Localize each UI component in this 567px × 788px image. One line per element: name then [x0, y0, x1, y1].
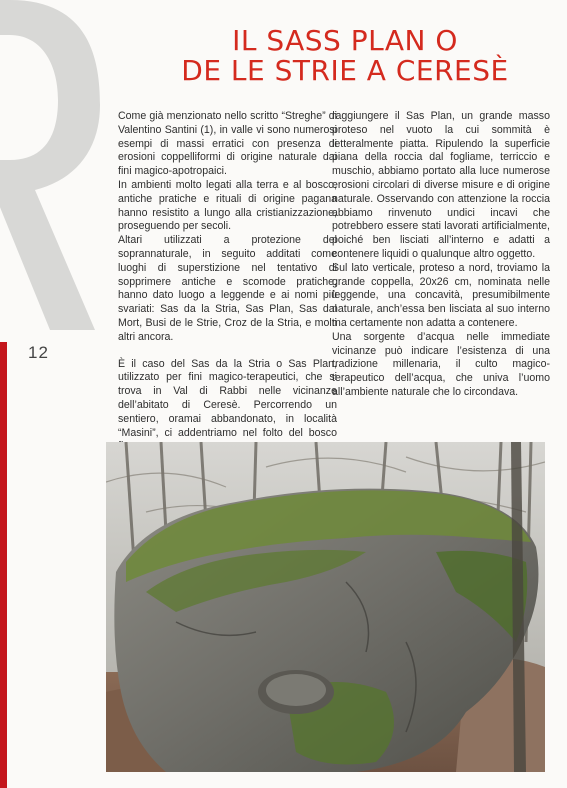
red-margin-rule: [0, 342, 7, 788]
paragraph: Sul lato verticale, proteso a nord, troviamo la grande coppella, 20x26 cm, nominata nelle leggende, una concavità, presumibilmente naturale, anch’essa ben lisciata al suo interno ma certamente non adatta a contenere.: [332, 261, 550, 329]
boulder-photo-illustration: [106, 442, 545, 772]
paragraph: Altari utilizzati a protezione del soprannaturale, in seguito additati come luoghi di superstizione nel tentativo di sopprimere antiche e scomode pratiche, hanno dato luogo a leggende e ai nomi più svariati: Sas da la Stria, Sas Plan, Sas dal Mort, Busi de le Strie, Croz de la Stria, e molti altri ancora.: [118, 234, 337, 343]
paragraph: Una sorgente d’acqua nelle immediate vicinanze può indicare l’esistenza di una tradizione millenaria, il culto magico-terapeutico dell’acqua, che univa l’uomo all’ambiente naturale che lo circondava.: [332, 330, 550, 398]
boulder-photo: [106, 442, 545, 772]
page-number: 12: [28, 343, 49, 362]
decorative-letter-r: [0, 0, 100, 330]
title-line-2: DE LE STRIE A CERESÈ: [181, 54, 509, 87]
paragraph: È il caso del Sas da la Stria o Sas Plan, utilizzato per fini magico-terapeutici, che si trova in Val di Rabbi nelle vicinanze dell’abitato di Ceresè. Percorrendo un sentiero, oramai abbandonato, in località “Masini”, ci addentriamo nel folto del bosco: [118, 357, 337, 439]
text-column-right: [332, 110, 550, 400]
paragraph: In ambienti molto legati alla terra e al bosco, antiche pratiche e rituali di origine pagana hanno resistito a lungo alla cristianizzazione, proseguendo per secoli.: [118, 178, 337, 233]
paragraph: Come già menzionato nello scritto “Streghe” di Valentino Santini (1), in valle vi sono numerosi esempi di massi erratici con presenza di erosioni coppelliformi di origine naturale dai fini magico-apotropaici.: [118, 110, 337, 178]
text-column-left: [118, 110, 337, 454]
article-title: [150, 26, 540, 86]
title-line-1: IL SASS PLAN O: [232, 24, 458, 57]
paragraph: raggiungere il Sas Plan, un grande masso proteso nel vuoto la cui sommità è letteralmente piatta. Ripulendo la superficie piana della roccia dal fogliame, terriccio e muschio, abbiamo portato alla luce numerose erosioni circolari di diverse misure e di origine naturale. Osservando con attenzione la roccia abbiamo rinvenuto undici incavi che potrebbero essere stati lavorati artificialmente, poiché ben lisciati all’interno e adatti a contenere liquidi o qualunque altro oggetto.: [332, 110, 550, 260]
